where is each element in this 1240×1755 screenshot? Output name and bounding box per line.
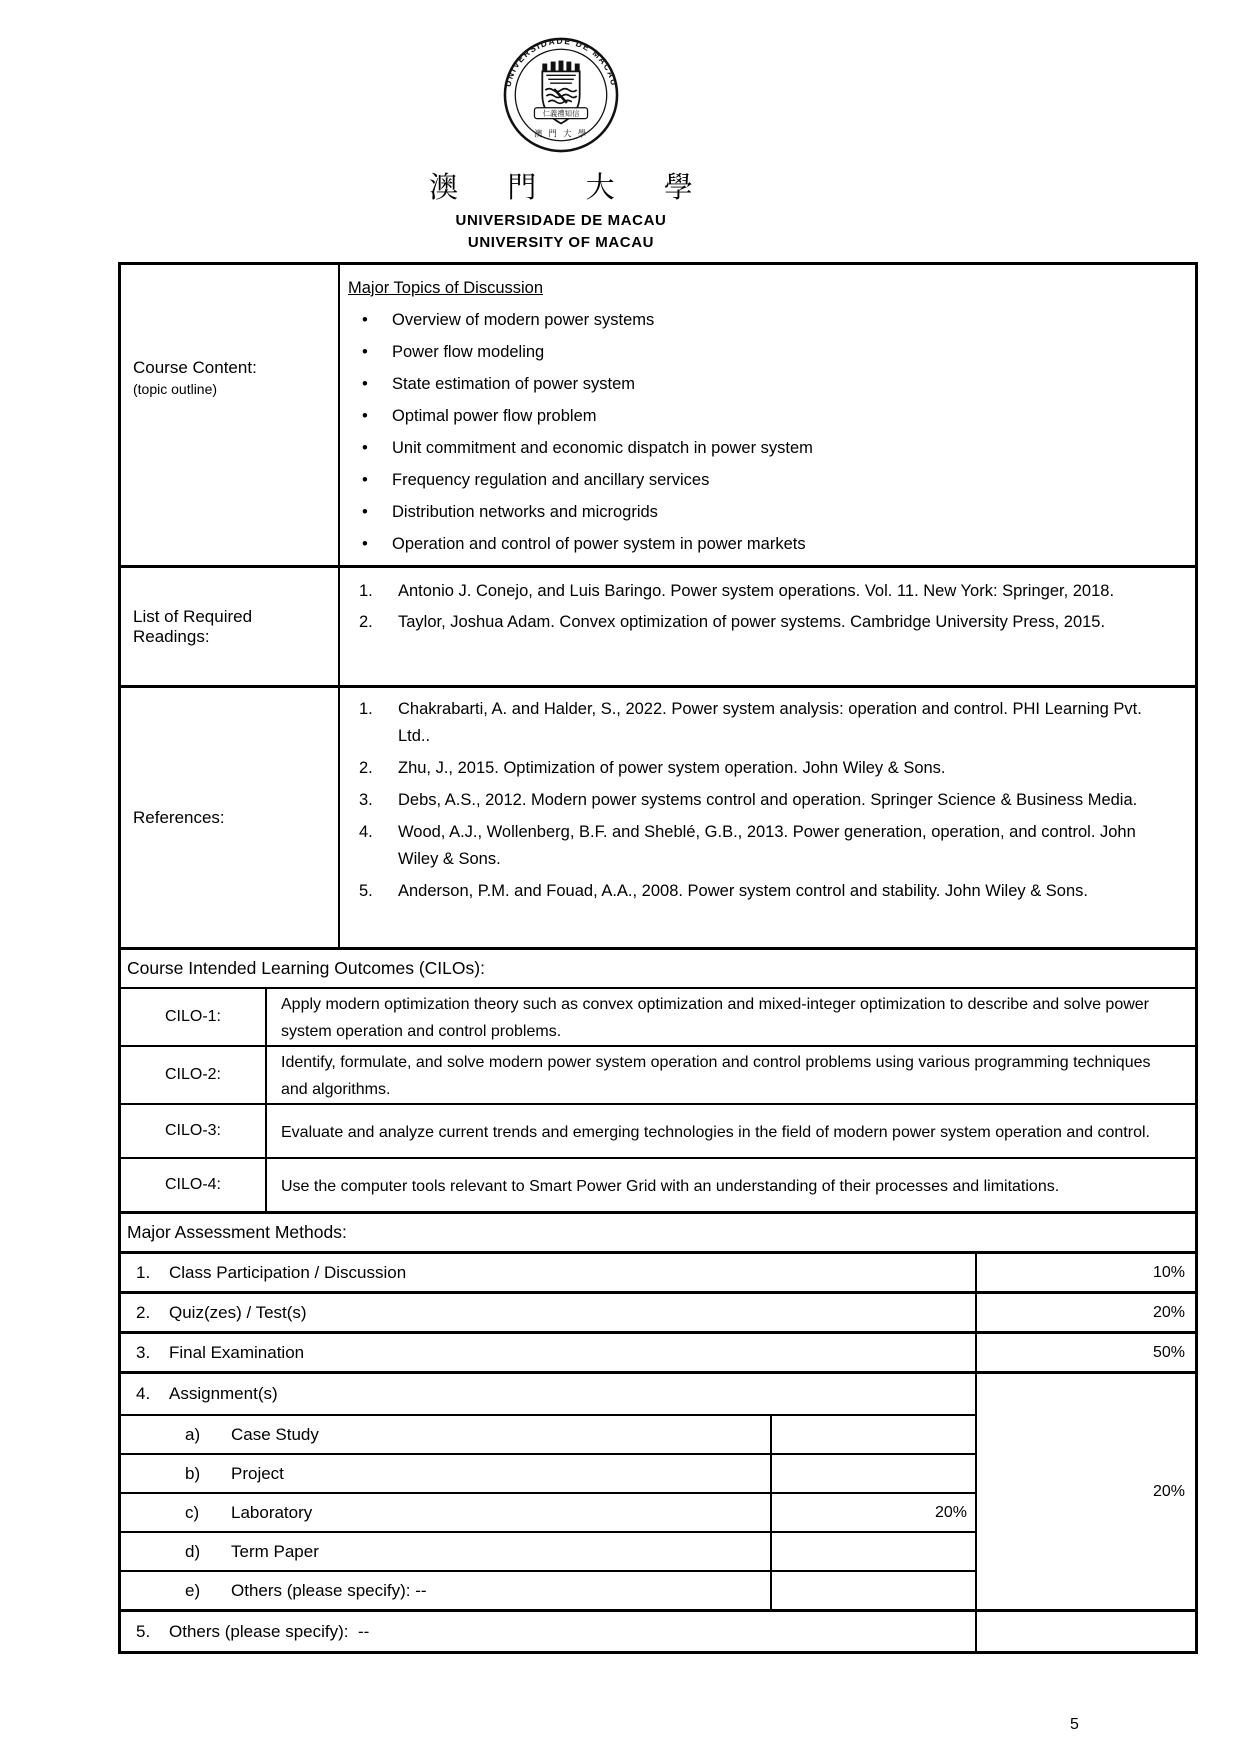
topic-text: Optimal power flow problem	[392, 407, 597, 425]
topics-heading: Major Topics of Discussion	[348, 279, 544, 297]
reference-item	[340, 696, 1153, 750]
assessment-header: Major Assessment Methods:	[121, 1211, 1195, 1251]
reference-item	[340, 878, 1153, 905]
course-content-row	[121, 265, 1195, 565]
seal-motto-text: 仁義禮知信	[542, 109, 580, 119]
university-seal-icon	[502, 36, 620, 154]
reference-text: Debs, A.S., 2012. Modern power systems control and operation. Springer Science & Business Media.	[398, 791, 1138, 809]
others-weight	[975, 1612, 1195, 1651]
others-row	[121, 1609, 1195, 1651]
cilo-row	[121, 1103, 1195, 1157]
topic-item	[348, 432, 1175, 464]
course-content-label: Course Content:	[133, 358, 257, 377]
topic-text: State estimation of power system	[392, 375, 636, 393]
bullet-icon: •	[362, 439, 368, 457]
bullet-icon: •	[362, 375, 368, 393]
topic-item	[348, 528, 1175, 560]
topic-text: Operation and control of power system in power markets	[392, 535, 806, 553]
seal-arc-text: UNIVERSIDADE DE MACAU	[502, 36, 620, 88]
cilo-text: Use the computer tools relevant to Smart Power Grid with an understanding of their processes and limitations.	[281, 1177, 1060, 1195]
reading-text: Taylor, Joshua Adam. Convex optimization of power systems. Cambridge University Press, 2015.	[398, 613, 1106, 631]
assignment-sub-label: a) Case Study	[185, 1424, 319, 1444]
assignment-sub-weight	[770, 1416, 975, 1453]
topic-text: Power flow modeling	[392, 343, 545, 361]
reference-item	[340, 755, 1153, 782]
assignment-sub-row	[121, 1570, 975, 1609]
assignment-group-num: 4.	[136, 1384, 151, 1403]
required-readings-label-cell	[121, 568, 340, 685]
assignment-sub-num: d)	[185, 1541, 201, 1561]
reference-num: 3.	[359, 791, 373, 809]
assignment-group-left	[121, 1374, 975, 1609]
cilo-row	[121, 987, 1195, 1045]
assessment-num: 1.	[136, 1262, 151, 1282]
cilo-row	[121, 1045, 1195, 1103]
assignment-sub-weight: 20%	[770, 1494, 975, 1531]
assignment-sub-num: e)	[185, 1580, 201, 1600]
assessment-row	[121, 1251, 1195, 1291]
topic-item	[348, 464, 1175, 496]
assignment-sub-weight	[770, 1533, 975, 1570]
topic-text: Distribution networks and microgrids	[392, 503, 658, 521]
required-readings-cell	[340, 568, 1195, 685]
assignment-sub-weight	[770, 1455, 975, 1492]
bullet-icon: •	[362, 311, 368, 329]
assignment-group-weight: 20%	[975, 1374, 1195, 1609]
assessment-label: 3. Final Examination	[136, 1342, 305, 1362]
cilo-label: CILO-1:	[121, 989, 267, 1045]
assessment-weight: 10%	[975, 1254, 1195, 1291]
assessment-weight: 20%	[975, 1294, 1195, 1331]
cilo-label: CILO-3:	[121, 1105, 267, 1157]
bullet-icon: •	[362, 343, 368, 361]
topic-item	[348, 304, 1175, 336]
required-readings-row	[121, 565, 1195, 685]
assignment-sub-row	[121, 1492, 975, 1531]
cilo-row	[121, 1157, 1195, 1211]
assignment-sub-row	[121, 1414, 975, 1453]
course-content-sublabel: (topic outline)	[133, 381, 218, 397]
reading-num: 1.	[359, 582, 373, 600]
cilo-text: Evaluate and analyze current trends and emerging technologies in the field of modern power system operation and control.	[281, 1123, 1150, 1141]
reference-num: 5.	[359, 882, 373, 900]
assessment-label: 1. Class Participation / Discussion	[136, 1262, 407, 1282]
seal-motto-banner	[534, 108, 587, 119]
bullet-icon: •	[362, 503, 368, 521]
topic-text: Unit commitment and economic dispatch in power system	[392, 439, 813, 457]
reference-text: Anderson, P.M. and Fouad, A.A., 2008. Power system control and stability. John Wiley & Sons.	[398, 882, 1088, 900]
bullet-icon: •	[362, 407, 368, 425]
assignment-sub-label: d) Term Paper	[185, 1541, 319, 1561]
course-content-label-cell	[121, 265, 340, 565]
reading-item	[340, 608, 1153, 636]
assessment-row	[121, 1291, 1195, 1331]
required-readings-label: List of Required Readings:	[133, 606, 253, 646]
reading-text: Antonio J. Conejo, and Luis Baringo. Power system operations. Vol. 11. New York: Springer, 2018.	[398, 582, 1115, 600]
assessment-label: 2. Quiz(zes) / Test(s)	[136, 1302, 307, 1322]
assignment-sub-label: e) Others (please specify): --	[185, 1580, 427, 1600]
reference-item	[340, 787, 1153, 814]
bullet-icon: •	[362, 471, 368, 489]
topic-item	[348, 400, 1175, 432]
topic-item	[348, 496, 1175, 528]
others-label: 5. Others (please specify): --	[136, 1621, 370, 1641]
assessment-weight: 50%	[975, 1334, 1195, 1371]
assignment-sub-num: a)	[185, 1424, 201, 1444]
topic-item	[348, 368, 1175, 400]
assignment-sub-row	[121, 1531, 975, 1570]
university-chinese-name: 澳 門 大 學	[429, 170, 713, 204]
cilo-label: CILO-2:	[121, 1047, 267, 1103]
university-header	[0, 36, 1122, 251]
assessment-row	[121, 1331, 1195, 1371]
reference-text: Chakrabarti, A. and Halder, S., 2022. Power system analysis: operation and control. PHI Learning Pvt. Ltd..	[398, 700, 1142, 745]
syllabus-table	[118, 262, 1198, 1654]
references-row	[121, 685, 1195, 947]
reference-text: Wood, A.J., Wollenberg, B.F. and Sheblé, G.B., 2013. Power generation, operation, and control. John Wiley & Sons.	[398, 823, 1136, 868]
assignment-group-row	[121, 1371, 1195, 1609]
reference-num: 4.	[359, 823, 373, 841]
university-english-name: UNIVERSITY OF MACAU	[467, 234, 655, 251]
seal-bottom-text: 澳 門 大 學	[533, 128, 589, 139]
university-portuguese-name: UNIVERSIDADE DE MACAU	[455, 212, 667, 229]
topic-text: Frequency regulation and ancillary services	[392, 471, 710, 489]
assignment-sub-weight	[770, 1572, 975, 1609]
assignment-sub-label: b) Project	[185, 1463, 284, 1483]
assignment-sub-row	[121, 1453, 975, 1492]
others-num: 5.	[136, 1621, 151, 1641]
reading-num: 2.	[359, 613, 373, 631]
cilo-text: Identify, formulate, and solve modern power system operation and control problems using various programming techniques and algorithms.	[281, 1054, 1151, 1098]
cilo-label: CILO-4:	[121, 1159, 267, 1211]
topic-item	[348, 336, 1175, 368]
cilos-header: Course Intended Learning Outcomes (CILOs):	[121, 947, 1195, 987]
reference-item	[340, 819, 1153, 873]
reference-num: 2.	[359, 759, 373, 777]
references-cell	[340, 688, 1195, 947]
seal-towers	[542, 61, 579, 72]
reference-num: 1.	[359, 700, 373, 718]
topic-text: Overview of modern power systems	[392, 311, 655, 329]
assignment-sub-num: c)	[185, 1502, 200, 1522]
page-number: 5	[1070, 1716, 1079, 1733]
reference-text: Zhu, J., 2015. Optimization of power system operation. John Wiley & Sons.	[398, 759, 946, 777]
assessment-num: 2.	[136, 1302, 151, 1322]
reading-item	[340, 577, 1153, 605]
assignment-group-label: 4. Assignment(s)	[136, 1384, 278, 1403]
bullet-icon: •	[362, 535, 368, 553]
assessment-num: 3.	[136, 1342, 151, 1362]
course-content-cell	[340, 265, 1195, 565]
assignment-sub-label: c) Laboratory	[185, 1502, 313, 1522]
assignment-sub-num: b)	[185, 1463, 201, 1483]
references-label-cell	[121, 688, 340, 947]
references-label: References:	[133, 807, 225, 827]
cilo-text: Apply modern optimization theory such as convex optimization and mixed-integer optimization to describe and solve power system operation and control problems.	[281, 996, 1150, 1040]
